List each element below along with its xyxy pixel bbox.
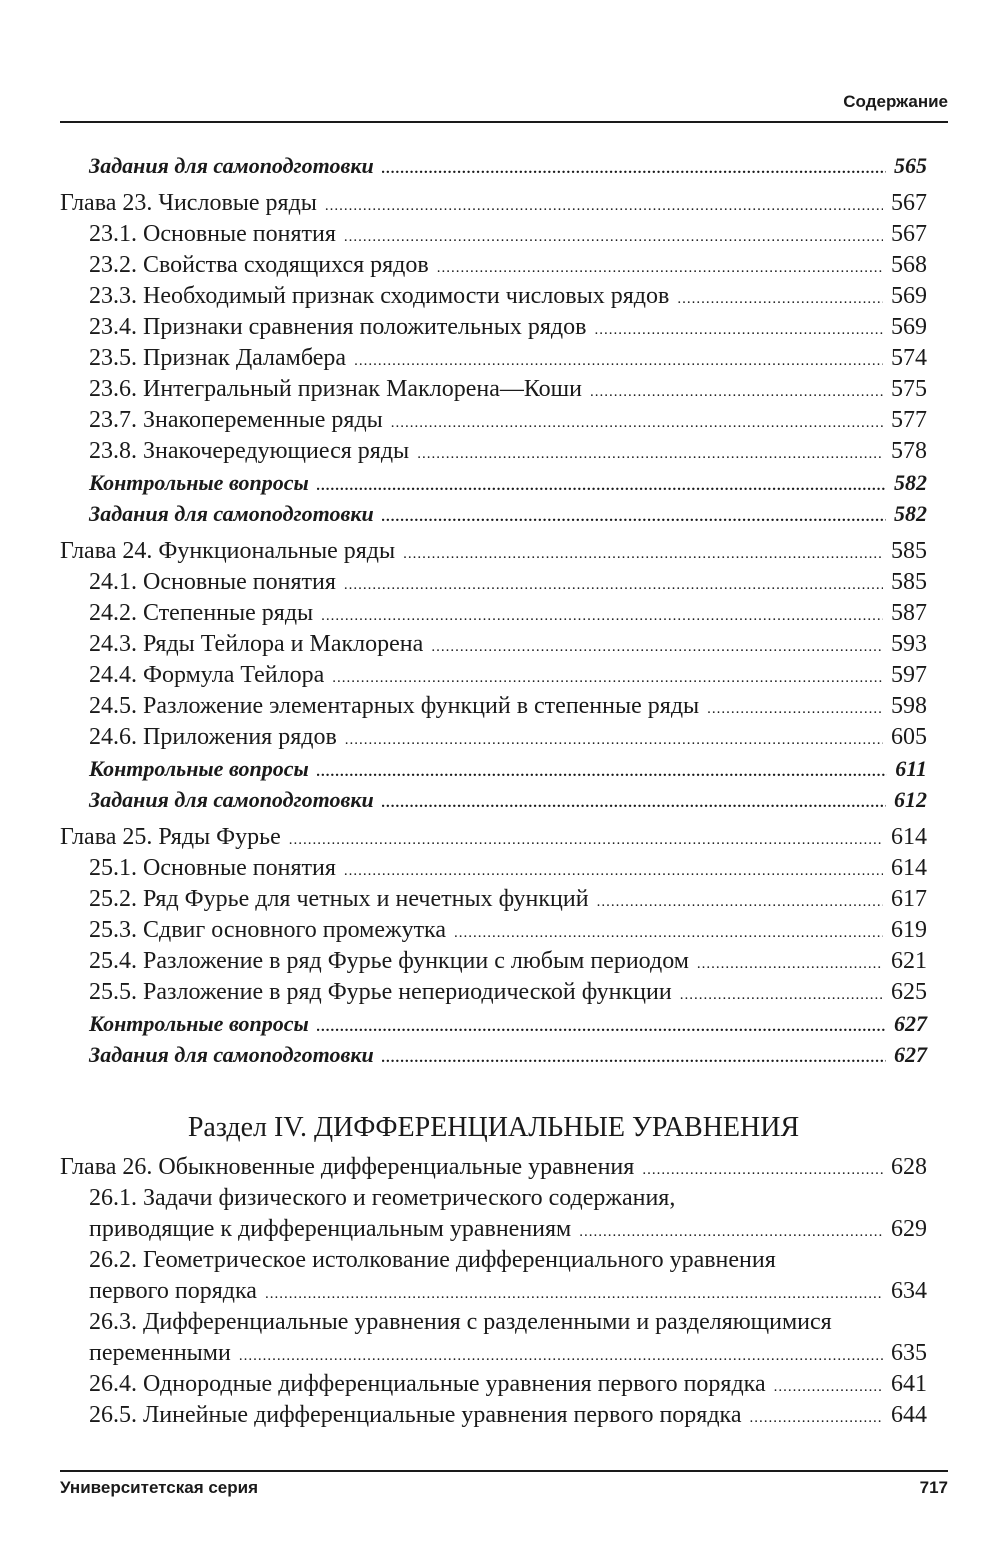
toc-entry-page: 628 <box>891 1154 927 1180</box>
toc-entry-title: 23.4. Признаки сравнения положительных рядов <box>89 314 587 340</box>
leader-dots <box>417 439 883 470</box>
leader-dots <box>325 191 883 222</box>
toc-entry-page: 568 <box>891 252 927 278</box>
leader-dots <box>382 154 886 185</box>
leader-dots <box>750 1403 884 1434</box>
leader-dots <box>332 663 883 694</box>
toc-entry-page: 569 <box>891 314 927 340</box>
toc-entry-page: 612 <box>894 787 927 812</box>
part-heading: Раздел IV. ДИФФЕРЕНЦИАЛЬНЫЕ УРАВНЕНИЯ <box>187 1112 800 1143</box>
toc-entry-title: 23.3. Необходимый признак сходимости числовых рядов <box>89 283 670 309</box>
toc-entry-title: переменными <box>89 1340 231 1366</box>
toc-entry-title: 25.1. Основные понятия <box>89 855 336 881</box>
toc-entry-title: первого порядка <box>89 1278 257 1304</box>
toc-entry-page: 574 <box>891 345 927 371</box>
toc-entry-title: 24.5. Разложение элементарных функций в степенные ряды <box>89 693 700 719</box>
toc-entry-page: 629 <box>891 1216 927 1242</box>
toc-entry <box>60 312 927 343</box>
toc-entry <box>60 660 927 691</box>
leader-dots <box>677 284 883 315</box>
toc-entry-title: 24.6. Приложения рядов <box>89 724 337 750</box>
toc-entry <box>60 1039 927 1070</box>
toc-entry-title: 23.7. Знакопеременные ряды <box>89 407 383 433</box>
toc-entry-title: Глава 24. Функциональные ряды <box>60 538 396 564</box>
toc-chapter-entry <box>60 1152 927 1183</box>
toc-entry-title: 25.2. Ряд Фурье для четных и нечетных функций <box>89 886 589 912</box>
toc-entry-page: 644 <box>891 1402 927 1428</box>
toc-entry <box>60 884 927 915</box>
toc-entry-page: 619 <box>891 917 927 943</box>
leader-dots <box>344 856 883 887</box>
leader-dots <box>431 632 883 663</box>
toc-entry <box>60 150 927 181</box>
toc-entry <box>60 1400 927 1431</box>
leader-dots <box>454 918 883 949</box>
toc-entry-title: 25.3. Сдвиг основного промежутка <box>89 917 446 943</box>
leader-dots <box>354 346 883 377</box>
toc-entry <box>60 598 927 629</box>
leader-dots <box>642 1155 883 1186</box>
toc-entry <box>60 281 927 312</box>
toc-entry <box>60 1008 927 1039</box>
toc-entry <box>60 722 927 753</box>
toc-entry-title: Контрольные вопросы <box>89 1011 309 1036</box>
toc-entry-first-line: 26.1. Задачи физического и геометрического содержания, <box>89 1185 676 1211</box>
toc-entry-title: 23.1. Основные понятия <box>89 221 336 247</box>
footer-rule <box>60 1470 948 1472</box>
toc-entry-first-line: 26.2. Геометрическое истолкование дифференциального уравнения <box>89 1247 776 1273</box>
toc-entry <box>60 691 927 722</box>
toc-entry <box>60 219 927 250</box>
toc-entry-page: 617 <box>891 886 927 912</box>
toc-entry-page: 565 <box>894 153 927 178</box>
toc-entry <box>60 436 927 467</box>
toc-entry <box>60 498 927 529</box>
toc-entry <box>60 1276 927 1307</box>
toc-entry-page: 635 <box>891 1340 927 1366</box>
toc-entry <box>60 1214 927 1245</box>
running-head: Содержание <box>843 92 948 111</box>
toc-entry-page: 627 <box>894 1042 927 1067</box>
header-rule <box>60 121 948 123</box>
toc-entry-title: Глава 25. Ряды Фурье <box>60 824 281 850</box>
page-number: 717 <box>919 1478 948 1497</box>
leader-dots <box>680 980 883 1011</box>
toc-entry-page: 597 <box>891 662 927 688</box>
toc-entry-title: 24.3. Ряды Тейлора и Маклорена <box>89 631 424 657</box>
leader-dots <box>697 949 883 980</box>
toc-entry-page: 605 <box>891 724 927 750</box>
toc-chapter-entry <box>60 822 927 853</box>
toc-entry-title: 24.2. Степенные ряды <box>89 600 314 626</box>
toc-entry-title: Задания для самоподготовки <box>89 153 374 178</box>
leader-dots <box>590 377 883 408</box>
toc-entry-page: 587 <box>891 600 927 626</box>
leader-dots <box>594 315 883 346</box>
leader-dots <box>579 1217 883 1248</box>
toc-entry-page: 598 <box>891 693 927 719</box>
toc-entry-title: 24.1. Основные понятия <box>89 569 336 595</box>
toc-entry-title: Задания для самоподготовки <box>89 1042 374 1067</box>
toc-chapter-entry <box>60 536 927 567</box>
toc-entry-title: Глава 26. Обыкновенные дифференциальные уравнения <box>60 1154 635 1180</box>
toc-entry <box>60 1338 927 1369</box>
leader-dots <box>382 1043 886 1074</box>
leader-dots <box>321 601 883 632</box>
leader-dots <box>344 222 883 253</box>
toc-entry-first-line: 26.3. Дифференциальные уравнения с разделенными и разделяющимися <box>89 1309 832 1335</box>
toc-entry <box>60 915 927 946</box>
toc-entry-page: 634 <box>891 1278 927 1304</box>
toc-entry <box>60 1369 927 1400</box>
toc-entry-page: 582 <box>894 501 927 526</box>
toc-entry-page: 582 <box>894 470 927 495</box>
toc-entry-title: Задания для самоподготовки <box>89 787 374 812</box>
toc-entry-title: приводящие к дифференциальным уравнениям <box>89 1216 572 1242</box>
leader-dots <box>382 502 886 533</box>
toc-entry-page: 614 <box>891 855 927 881</box>
leader-dots <box>345 725 883 756</box>
leader-dots <box>317 757 887 788</box>
table-of-contents <box>60 150 927 1431</box>
toc-entry-title: Задания для самоподготовки <box>89 501 374 526</box>
toc-entry <box>60 977 927 1008</box>
toc-entry <box>60 946 927 977</box>
toc-entry-page: 627 <box>894 1011 927 1036</box>
toc-entry-title: 24.4. Формула Тейлора <box>89 662 325 688</box>
leader-dots <box>239 1341 883 1372</box>
toc-entry <box>60 567 927 598</box>
toc-entry-page: 585 <box>891 569 927 595</box>
toc-entry-page: 614 <box>891 824 927 850</box>
leader-dots <box>289 825 883 856</box>
toc-entry-title: 23.8. Знакочередующиеся ряды <box>89 438 410 464</box>
toc-entry <box>60 250 927 281</box>
leader-dots <box>707 694 883 725</box>
toc-entry <box>60 853 927 884</box>
leader-dots <box>317 1012 886 1043</box>
toc-entry-title: Контрольные вопросы <box>89 470 309 495</box>
toc-entry <box>60 753 927 784</box>
leader-dots <box>265 1279 883 1310</box>
toc-entry-title: 25.4. Разложение в ряд Фурье функции с любым периодом <box>89 948 689 974</box>
leader-dots <box>382 788 886 819</box>
toc-entry-title: 23.2. Свойства сходящихся рядов <box>89 252 429 278</box>
toc-entry-title: 23.6. Интегральный признак Маклорена—Коши <box>89 376 582 402</box>
toc-entry-page: 577 <box>891 407 927 433</box>
toc-chapter-entry <box>60 188 927 219</box>
toc-entry-title: Контрольные вопросы <box>89 756 309 781</box>
leader-dots <box>597 887 883 918</box>
leader-dots <box>403 539 883 570</box>
leader-dots <box>391 408 883 439</box>
toc-entry-page: 593 <box>891 631 927 657</box>
toc-entry-page: 625 <box>891 979 927 1005</box>
toc-entry-page: 567 <box>891 221 927 247</box>
toc-entry <box>60 784 927 815</box>
series-title: Университетская серия <box>60 1478 258 1497</box>
leader-dots <box>774 1372 883 1403</box>
toc-entry <box>60 343 927 374</box>
toc-entry-title: Глава 23. Числовые ряды <box>60 190 317 216</box>
toc-entry-title: 25.5. Разложение в ряд Фурье непериодической функции <box>89 979 672 1005</box>
toc-entry-title: 26.4. Однородные дифференциальные уравнения первого порядка <box>89 1371 766 1397</box>
toc-entry-page: 585 <box>891 538 927 564</box>
toc-entry-page: 575 <box>891 376 927 402</box>
toc-entry-page: 567 <box>891 190 927 216</box>
toc-entry-title: 26.5. Линейные дифференциальные уравнения первого порядка <box>89 1402 742 1428</box>
leader-dots <box>317 471 886 502</box>
toc-entry-page: 621 <box>891 948 927 974</box>
toc-entry <box>60 467 927 498</box>
toc-entry-page: 611 <box>895 756 927 781</box>
toc-entry <box>60 374 927 405</box>
toc-entry-page: 578 <box>891 438 927 464</box>
toc-entry <box>60 405 927 436</box>
toc-entry-page: 641 <box>891 1371 927 1397</box>
toc-entry-page: 569 <box>891 283 927 309</box>
toc-entry <box>60 629 927 660</box>
toc-entry-title: 23.5. Признак Даламбера <box>89 345 347 371</box>
leader-dots <box>344 570 883 601</box>
leader-dots <box>437 253 883 284</box>
